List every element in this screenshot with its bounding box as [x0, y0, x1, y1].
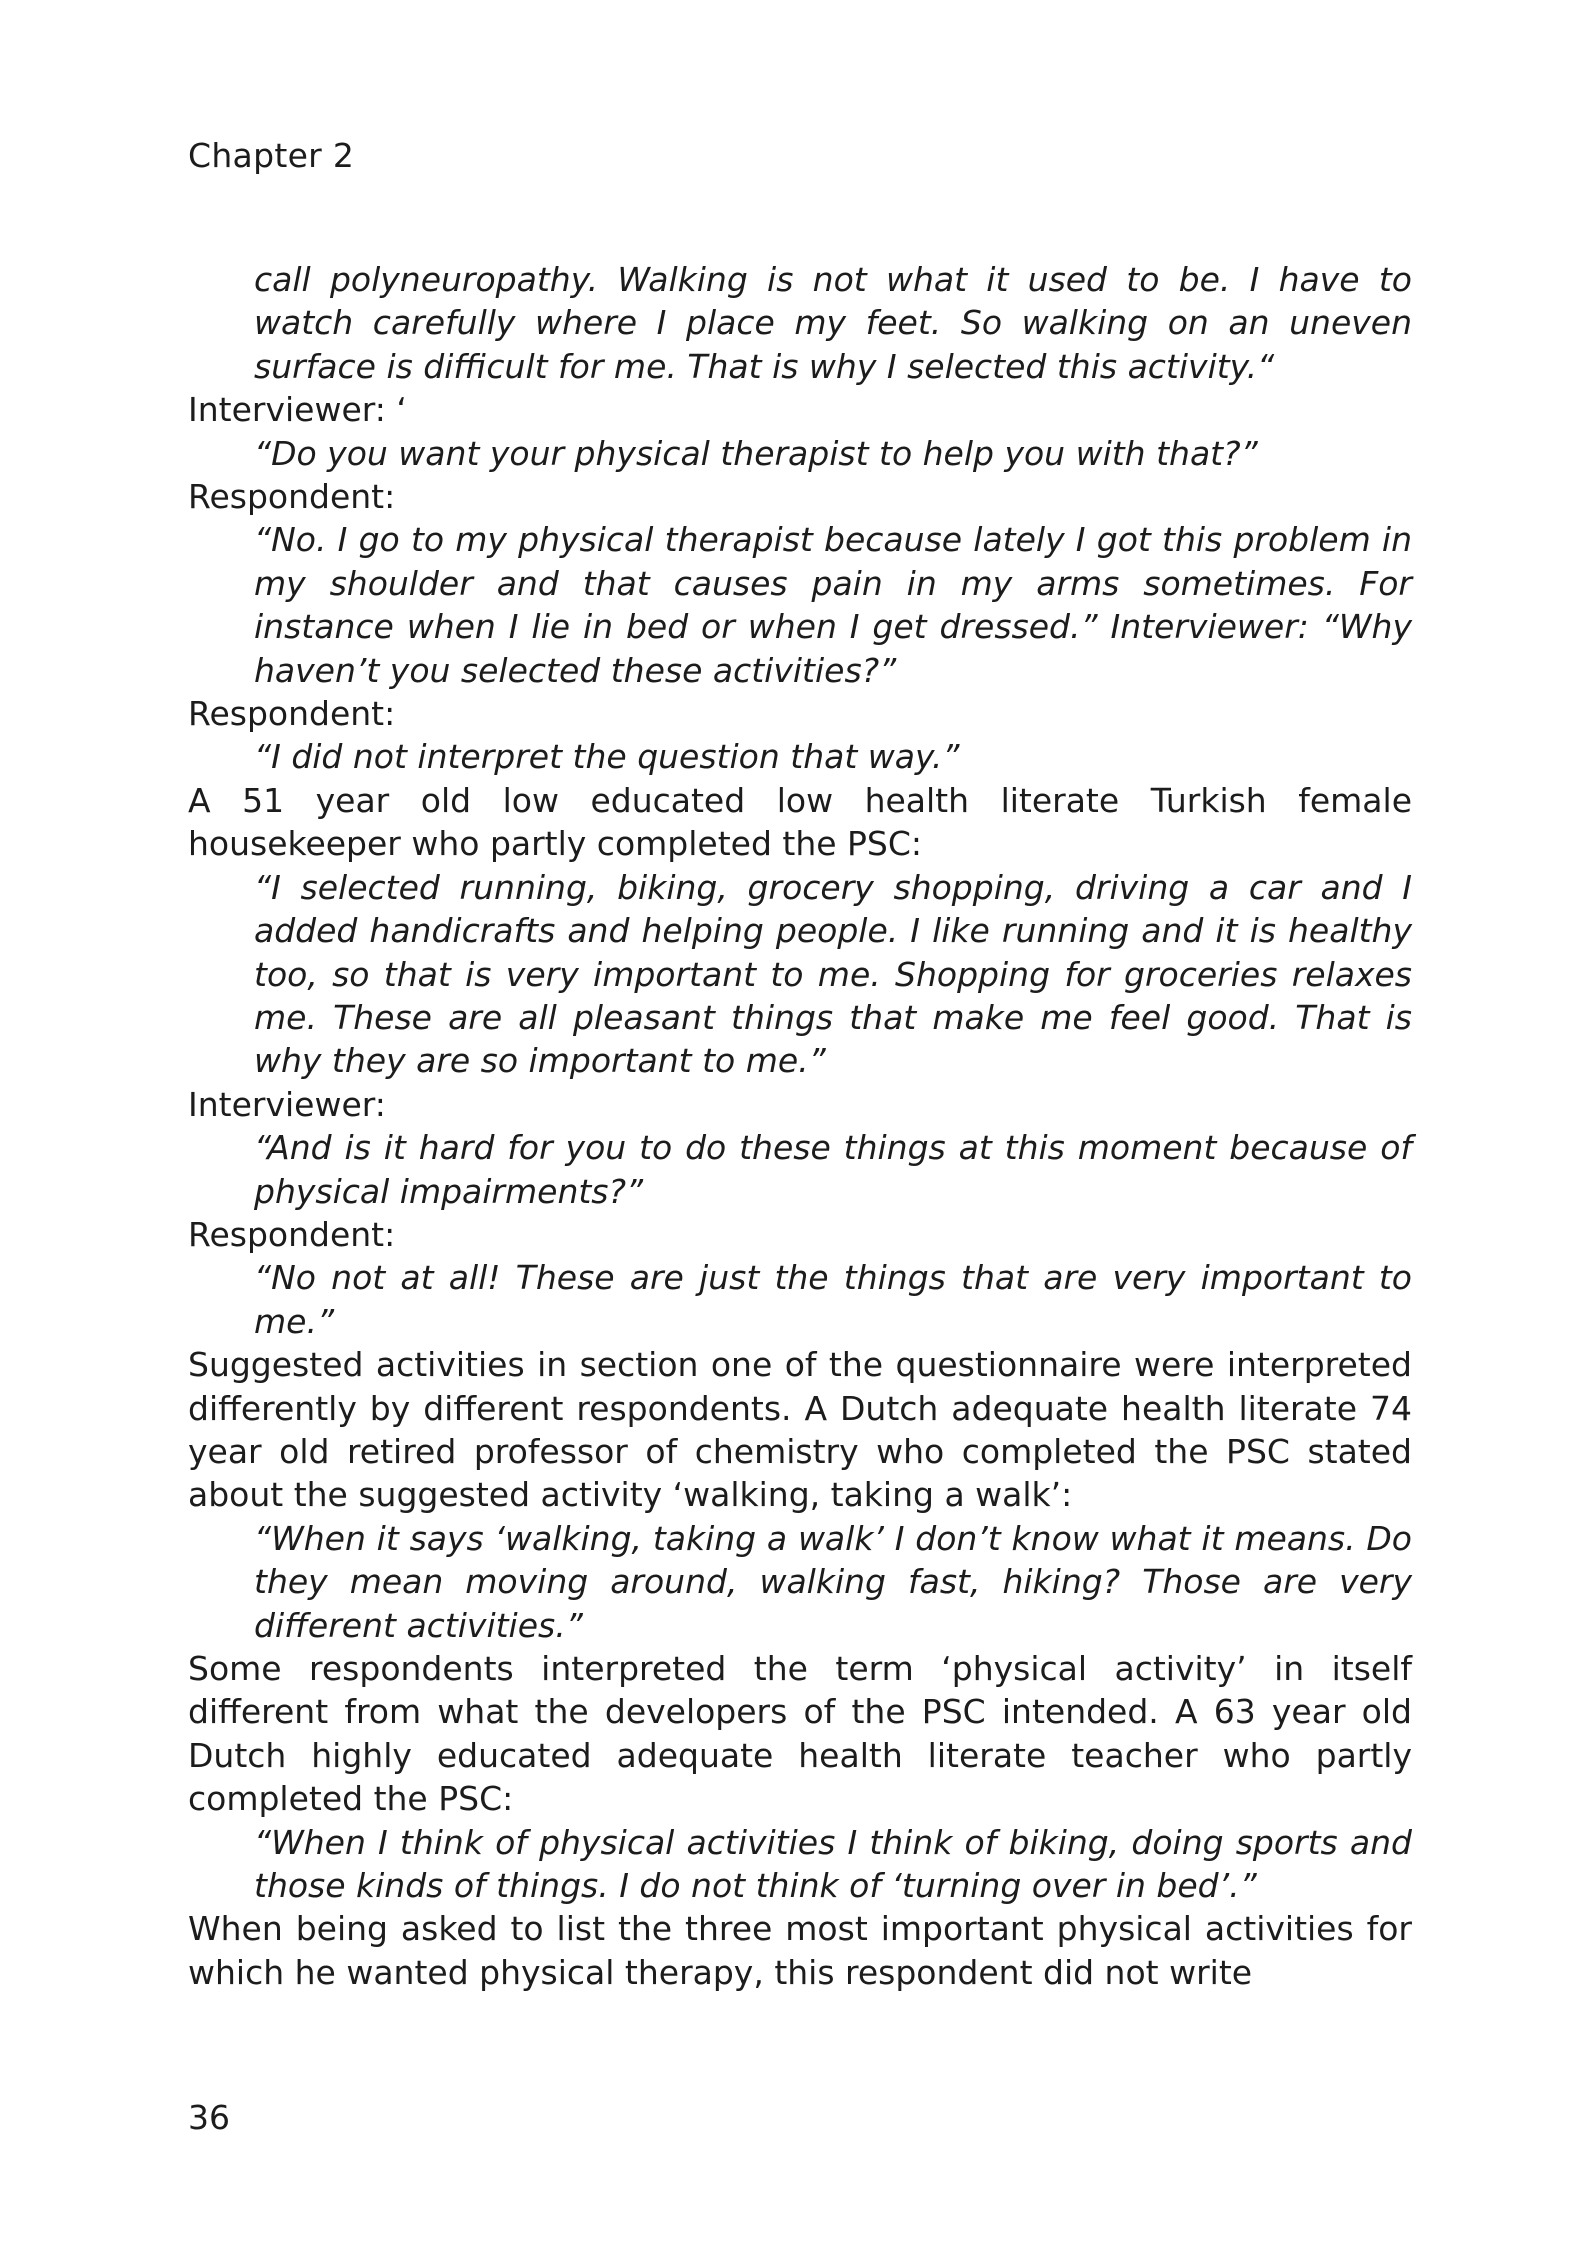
speaker-label: Interviewer: [188, 1084, 386, 1124]
body-paragraph: When being asked to list the three most important physical activities for which he wanted physical therapy, this respondent did not write [188, 1909, 1412, 1992]
quote-block: “When it says ‘walking, taking a walk’ I don’t know what it means. Do they mean moving around, walking fast, hiking? Those are very different activities.” [254, 1518, 1412, 1645]
speaker-label: Respondent: [188, 694, 396, 734]
running-head: Chapter 2 [188, 136, 355, 175]
page-number: 36 [188, 2098, 230, 2137]
speaker-label: Respondent: [188, 1214, 396, 1254]
quote-block: “I selected running, biking, grocery shopping, driving a car and I added handicrafts and helping people. I like running and it is healthy too, so that is very important to me. Shopping for groceries relaxes me. These are all pleasant things that make me feel good. That is why they are so important to me.” [254, 867, 1412, 1081]
quote-block: call polyneuropathy. Walking is not what it used to be. I have to watch carefully where I place my feet. So walking on an uneven surface is difficult for me. That is why I selected this activity.“ [254, 260, 1412, 386]
body-paragraph: Some respondents interpreted the term ‘physical activity’ in itself different from what the developers of the PSC intended. A 63 year old Dutch highly educated adequate health literate teacher who partly completed the PSC: [188, 1649, 1412, 1819]
quote-block: “No not at all! These are just the things that are very important to me.” [254, 1258, 1412, 1341]
quote-block: “I did not interpret the question that way.” [254, 737, 960, 777]
page-body [188, 258, 1412, 1994]
speaker-label: Interviewer: ‘ [188, 390, 407, 430]
quote-block: “Do you want your physical therapist to help you with that?” [254, 433, 1258, 473]
body-paragraph: Suggested activities in section one of the questionnaire were interpreted differently by different respondents. A Dutch adequate health literate 74 year old retired professor of chemistry who completed the PSC stated about the suggested activity ‘walking, taking a walk’: [188, 1345, 1412, 1515]
quote-block: “And is it hard for you to do these things at this moment because of physical impairments?” [254, 1128, 1412, 1211]
quote-block: “When I think of physical activities I think of biking, doing sports and those kinds of things. I do not think of ‘turning over in bed’.” [254, 1822, 1412, 1906]
quote-block: “No. I go to my physical therapist because lately I got this problem in my shoulder and that causes pain in my arms sometimes. For instance when I lie in bed or when I get dressed.” Interviewer: “Why haven’t you selected these activities?” [254, 520, 1412, 690]
speaker-label: Respondent: [188, 477, 396, 517]
body-paragraph: A 51 year old low educated low health literate Turkish female housekeeper who partly completed the PSC: [188, 780, 1412, 864]
